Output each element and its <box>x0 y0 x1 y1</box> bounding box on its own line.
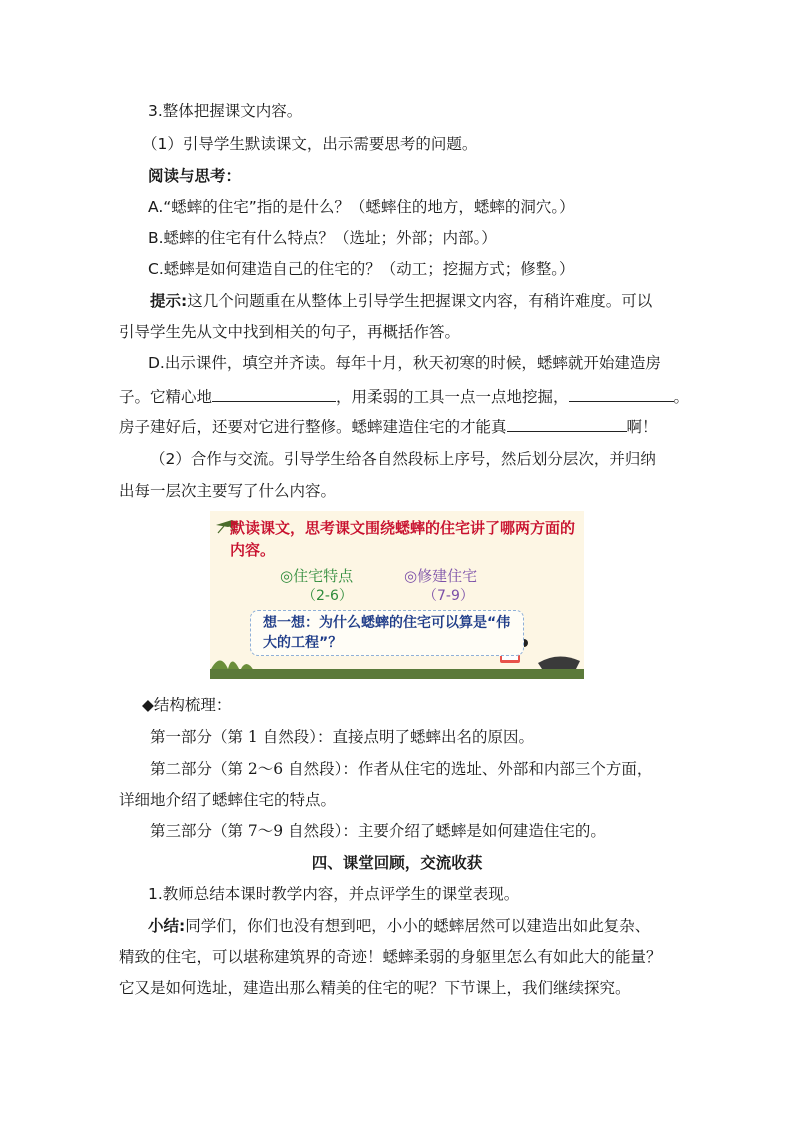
question-c: C.蟋蟀是如何建造自己的住宅的？（动工；挖掘方式；修整。） <box>148 260 575 278</box>
question-d-fill-text-1: 每年十月，秋天初寒的时候，蟋蟀就开始建造房 <box>335 354 661 372</box>
summary-line-1 <box>148 916 650 936</box>
tip-label: 提示: <box>150 292 188 310</box>
cottage-roof-icon <box>538 656 580 669</box>
question-b: B.蟋蟀的住宅有什么特点？（选址；外部；内部。） <box>148 229 497 247</box>
summary-text-1: 同学们，你们也没有想到吧，小小的蟋蟀居然可以建造出如此复杂、 <box>185 917 651 935</box>
fill-blank-3[interactable] <box>507 416 627 432</box>
section4-item-1: 1.教师总结本课时教学内容，并点评学生的课堂表现。 <box>148 885 520 903</box>
structure-part-1: 第一部分（第 1 自然段）：直接点明了蟋蟀出名的原因。 <box>150 728 534 746</box>
fill-text-segment: 子。它精心地 <box>119 388 213 406</box>
read-think-label: 阅读与思考： <box>148 167 242 185</box>
structure-heading: ◆结构梳理： <box>142 696 232 714</box>
structure-part-3: 第三部分（第 7～9 自然段）：主要介绍了蟋蟀是如何建造住宅的。 <box>150 822 606 840</box>
fill-text-segment: 啊！ <box>626 418 658 436</box>
slide-item-building: ◎修建住宅 <box>404 567 478 585</box>
fill-text-segment: 。 <box>673 388 690 406</box>
question-d-line-3 <box>119 416 658 437</box>
slide-ground-strip <box>210 669 584 679</box>
question-d-line-1 <box>148 353 661 373</box>
step2-line-2: 出每一层次主要写了什么内容。 <box>119 482 337 500</box>
think-prompt-box <box>250 610 524 656</box>
slide-item-building-range: （7-9） <box>423 588 474 604</box>
slide-item-features-range: （2-6） <box>302 588 353 604</box>
slide-item-features: ◎住宅特点 <box>280 567 354 585</box>
summary-line-3: 它又是如何选址，建造出那么精美的住宅的呢？下节课上，我们继续探究。 <box>119 979 631 997</box>
section3-heading: 3.整体把握课文内容。 <box>148 102 303 120</box>
fill-blank-2[interactable] <box>569 386 674 402</box>
tip-line-2: 引导学生先从文中找到相关的句子，再概括作答。 <box>119 323 461 341</box>
summary-line-2: 精致的住宅，可以堪称建筑界的奇迹！蟋蟀柔弱的身躯里怎么有如此大的能量？ <box>119 948 662 966</box>
question-a: A.“蟋蟀的住宅”指的是什么？（蟋蟀住的地方，蟋蟀的洞穴。） <box>148 198 575 216</box>
think-prompt-text: 想一想：为什么蟋蟀的住宅可以算是“伟大的工程”？ <box>263 615 511 651</box>
courseware-slide <box>210 511 584 679</box>
fill-text-segment: 房子建好后，还要对它进行整修。蟋蟀建造住宅的才能真 <box>119 418 507 436</box>
fill-text-segment: ，用柔弱的工具一点一点地挖掘， <box>336 388 569 406</box>
summary-label: 小结: <box>148 917 186 935</box>
step2-line-1: （2）合作与交流。引导学生给各自然段标上序号，然后划分层次，并归纳 <box>150 450 656 468</box>
fill-blank-1[interactable] <box>212 386 336 402</box>
tip-line-1 <box>150 291 652 311</box>
section4-title: 四、课堂回顾，交流收获 <box>311 854 483 872</box>
question-d-intro: D.出示课件，填空并齐读。 <box>148 354 336 372</box>
structure-part-2-line-2: 详细地介绍了蟋蟀住宅的特点。 <box>119 791 337 809</box>
tip-text-1: 这几个问题重在从整体上引导学生把握课文内容，有稍许难度。可以 <box>187 292 653 310</box>
question-d-line-2 <box>119 386 689 407</box>
structure-part-2-line-1: 第二部分（第 2～6 自然段）：作者从住宅的选址、外部和内部三个方面， <box>150 760 653 778</box>
step1-text: （1）引导学生默读课文，出示需要思考的问题。 <box>142 135 478 153</box>
slide-title: 默读课文，思考课文围绕蟋蟀的住宅讲了哪两方面的内容。 <box>230 519 576 559</box>
